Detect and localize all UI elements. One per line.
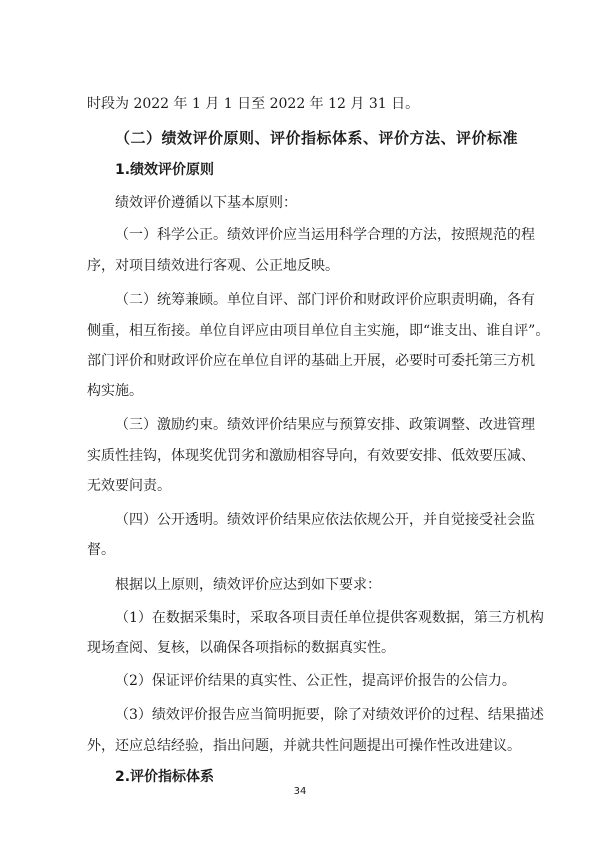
- paragraph-line: 侧重，相互衔接。单位自评应由项目单位自主实施，即“谁支出、谁自评”。: [87, 323, 550, 339]
- paragraph-line: 序，对项目绩效进行客观、公正地反映。: [87, 258, 339, 274]
- page-number: 34: [293, 786, 307, 797]
- subsection-heading: 2.评价指标体系: [115, 769, 215, 785]
- paragraph-line: （2）保证评价结果的真实性、公正性，提高评价报告的公信力。: [115, 673, 516, 689]
- paragraph-line: （三）激励约束。绩效评价结果应与预算安排、政策调整、改进管理: [115, 417, 535, 433]
- paragraph-line: （一）科学公正。绩效评价应当运用科学合理的方法，按照规范的程: [115, 227, 535, 243]
- paragraph-line: 绩效评价遵循以下基本原则：: [115, 195, 297, 211]
- paragraph-line: 督。: [87, 542, 115, 558]
- subsection-heading: 1.绩效评价原则: [115, 162, 215, 178]
- paragraph-line: 无效要问责。: [87, 478, 171, 494]
- paragraph-line: （1）在数据采集时，采取各项目责任单位提供客观数据，第三方机构: [115, 610, 544, 626]
- paragraph-line: 部门评价和财政评价应在单位自评的基础上开展，必要时可委托第三方机: [87, 353, 535, 369]
- paragraph-line: （四）公开透明。绩效评价结果应依法依规公开，并自觉接受社会监: [115, 512, 535, 528]
- paragraph-line: 现场查阅、复核，以确保各项指标的数据真实性。: [87, 640, 395, 656]
- paragraph-line: 实质性挂钩，体现奖优罚劣和激励相容导向，有效要安排、低效要压减、: [87, 448, 535, 464]
- paragraph-line: 构实施。: [87, 383, 143, 399]
- paragraph-line: （二）统筹兼顾。单位自评、部门评价和财政评价应职责明确，各有: [115, 292, 535, 308]
- paragraph-line: 根据以上原则，绩效评价应达到如下要求：: [115, 577, 381, 593]
- section-heading: （二）绩效评价原则、评价指标体系、评价方法、评价标准: [115, 129, 519, 147]
- paragraph-line: （3）绩效评价报告应当简明扼要，除了对绩效评价的过程、结果描述: [115, 707, 544, 723]
- text-line: 时段为 2022 年 1 月 1 日至 2022 年 12 月 31 日。: [87, 96, 420, 112]
- paragraph-line: 外，还应总结经验，指出问题，并就共性问题提出可操作性改进建议。: [87, 738, 521, 754]
